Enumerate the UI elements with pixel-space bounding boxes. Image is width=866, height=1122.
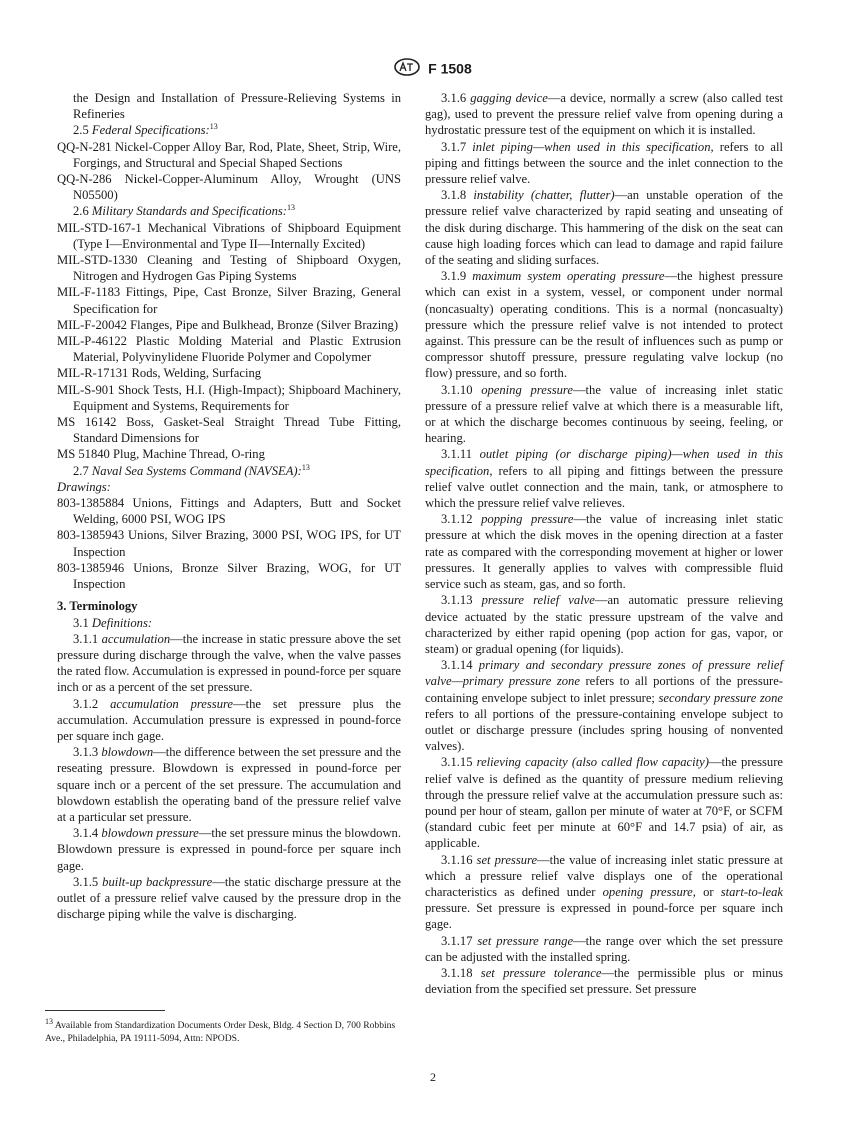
definition-paragraph <box>425 933 783 965</box>
term: blowdown pressure <box>101 826 199 841</box>
term: blowdown <box>101 745 154 760</box>
definition-text: —the value of increasing inlet static pressure at which a pressure relief valve displays one of the operational characteristics as defined under <box>425 852 783 899</box>
page-header <box>0 58 866 79</box>
clause-number: MIL-STD-167-1 Mechanical Vibrations of Shipboard Equipment (Type I—Environmental and Type II—Internally Excited) <box>57 220 401 251</box>
footnote-ref: 13 <box>301 462 310 472</box>
reference-continuation <box>57 90 401 122</box>
term: accumulation <box>101 631 171 646</box>
clause-number: 3.1.3 <box>73 745 102 760</box>
clause-number: 3.1 <box>73 615 92 630</box>
clause-number: 2.6 <box>73 204 92 219</box>
clause-number: 3.1.17 <box>441 933 478 948</box>
term: Definitions: <box>91 615 153 630</box>
clause-number: MIL-F-1183 Fittings, Pipe, Cast Bronze, Silver Brazing, General Specification for <box>57 285 401 316</box>
astm-logo-icon <box>394 58 420 79</box>
clause-number: 3.1.16 <box>441 852 477 867</box>
footnote <box>45 1016 405 1045</box>
definition-text: —a device, normally a screw (also called test gag), used to prevent the pressure relief valve from opening during a hydrostatic pressure test of the equipment on which it is installed. <box>425 91 783 138</box>
definition-text: —the highest pressure which can exist in a system, vessel, or component under normal (noncasualty) operating conditions. This is a normal (noncasualty) pressure which the pressure relief valve is not intended to protect against. This pressure can be the result of influences such as pump or compressor shutoff pressure, pressure regulating valve lockup (no flow) pressure, and so forth. <box>425 269 783 381</box>
term: start-to-leak <box>720 884 783 899</box>
definition-paragraph <box>425 382 783 447</box>
reference-item <box>57 252 401 284</box>
definition-text: or <box>695 884 721 899</box>
clause-number: 3.1.1 <box>73 631 102 646</box>
footnote-text: Available from Standardization Documents Order Desk, Bldg. 4 Section D, 700 Robbins Ave., Philadelphia, PA 19111-5094, Attn: NPODS. <box>45 1020 396 1044</box>
definition-paragraph <box>57 825 401 874</box>
definition-text: —the set pressure minus the blowdown. Blowdown pressure is expressed in pound-force per square inch gage. <box>57 826 401 873</box>
clause-number: 3.1.2 <box>73 696 111 711</box>
footnote-divider <box>45 1010 165 1011</box>
definition-text: —the permissible plus or minus deviation from the specified set pressure. Set pressure <box>425 965 783 997</box>
definition-text: —the static discharge pressure at the outlet of a pressure relief valve caused by the pressure drop in the discharge piping while the valve is discharging. <box>57 874 402 922</box>
clause-number: 3.1.10 <box>441 382 482 397</box>
term: Military Standards and Specifications: <box>91 204 287 219</box>
clause-number: MS 16142 Boss, Gasket-Seal Straight Thread Tube Fitting, Standard Dimensions for <box>57 415 401 446</box>
reference-item <box>57 171 401 203</box>
section-heading <box>57 203 401 219</box>
clause-number: 3.1.5 <box>73 874 103 889</box>
definition-text: refers to all portions of the pressure-containing envelope subject to inlet pressure; <box>425 674 783 705</box>
definition-paragraph <box>57 631 401 696</box>
clause-number: MIL-S-901 Shock Tests, H.I. (High-Impact); Shipboard Machinery, Equipment and Systems, Requirements for <box>57 382 401 413</box>
clause-number: MS 51840 Plug, Machine Thread, O-ring <box>57 447 265 462</box>
clause-number: QQ-N-286 Nickel-Copper-Aluminum Alloy, Wrought (UNS N05500) <box>57 172 401 203</box>
clause-number: MIL-R-17131 Rods, Welding, Surfacing <box>57 366 262 381</box>
footnote-mark: 13 <box>45 1016 53 1026</box>
definition-text: —the difference between the set pressure and the reseating pressure. Blowdown is expressed in pound-force per square inch or a percent of the set pressure. The accumulation and blowdown establish the operating band of the pressure relief valve at a particular set pressure. <box>57 745 401 824</box>
clause-number: MIL-STD-1330 Cleaning and Testing of Shipboard Oxygen, Nitrogen and Hydrogen Gas Piping Systems <box>57 253 401 284</box>
definition-text: refers to all portions of the pressure-containing envelope subject to outlet or discharge pressure (includes spring housing of nonvented valves). <box>425 706 783 754</box>
clause-number: 2.5 <box>73 123 92 138</box>
definition-paragraph <box>425 511 783 592</box>
reference-item <box>57 220 401 252</box>
clause-number: 3.1.11 <box>441 447 480 462</box>
definition-paragraph <box>425 592 783 657</box>
term: set pressure range <box>477 933 574 948</box>
subheading <box>57 479 401 495</box>
term: maximum system operating pressure <box>472 269 665 284</box>
clause-number: the Design and Installation of Pressure-Relieving Systems in Refineries <box>73 91 401 122</box>
footnote-ref: 13 <box>209 122 218 132</box>
reference-item <box>57 414 401 446</box>
clause-number: 803-1385943 Unions, Silver Brazing, 3000 PSI, WOG IPS, for UT Inspection <box>57 528 401 559</box>
definition-text: —the set pressure plus the accumulation. Accumulation pressure is expressed in pound-force per square inch gage. <box>57 696 401 743</box>
definition-text: —an automatic pressure relieving device actuated by the static pressure upstream of the valve and characterized by either rapid opening (pop action for gas, vapor, or steam) or gradual opening (for liquids). <box>425 593 783 656</box>
section-title <box>57 598 401 614</box>
clause-number: 3.1.6 <box>441 91 471 105</box>
definition-text: —the increase in static pressure above the set pressure during discharge through the valve, when the valve passes the rated flow. Accumulation is expressed in pound-force per square inch or as a percent of the set pressure. <box>57 631 401 695</box>
term: set pressure tolerance <box>480 965 602 980</box>
definition-text: pressure. Set pressure is expressed in pound-force per square inch gage. <box>425 901 783 932</box>
term: opening pressure, <box>602 884 696 899</box>
clause-number: 3.1.9 <box>441 269 473 284</box>
clause-number: 803-1385946 Unions, Bronze Silver Brazing, WOG, for UT Inspection <box>57 560 401 592</box>
term: pressure relief valve <box>481 593 595 608</box>
reference-item <box>57 333 401 365</box>
reference-item <box>57 317 401 333</box>
term: gagging device <box>470 91 548 105</box>
definition-paragraph <box>425 965 783 997</box>
definition-paragraph <box>425 657 783 754</box>
clause-number: 803-1385884 Unions, Fittings and Adapters, Butt and Socket Welding, 6000 PSI, WOG IPS <box>57 496 401 527</box>
definition-paragraph <box>57 696 401 745</box>
definition-paragraph <box>425 852 783 933</box>
term: Federal Specifications: <box>91 123 210 138</box>
definition-paragraph <box>57 874 401 923</box>
footnote-ref: 13 <box>286 203 295 213</box>
clause-number: MIL-P-46122 Plastic Molding Material and Plastic Extrusion Material, Polyvinylidene Fluoride Polymer and Copolymer <box>57 334 401 365</box>
reference-item <box>57 495 401 527</box>
clause-number: 3.1.8 <box>441 188 474 203</box>
definition-text: —the value of increasing inlet static pressure at which the disk moves in the opening direction at a faster rate as compared with the corresponding movement at higher or lower pressures. It generally applies to valves with compressible fluid service such as steam, gas, and so forth. <box>425 512 783 592</box>
reference-item <box>57 527 401 559</box>
definition-paragraph <box>425 446 783 511</box>
definition-paragraph <box>425 754 783 851</box>
definition-text: —the pressure relief valve is defined as the quantity of pressure medium relieving through the pressure relief valve at the accumulation pressure such as: pound per hour of steam, gallon per minute of water at 70°F, or SCFM (standard cubic feet per minute at 60°F and 14.7 psia) of air, as applicable. <box>425 755 784 851</box>
term: relieving capacity (also called flow capacity) <box>476 755 709 770</box>
term: secondary pressure zone <box>658 690 783 705</box>
definition-text: refers to all piping and fittings between the pressure relief valve outlet connection and the main, tank, or atmosphere to which the pressure relief valve relieves. <box>425 463 783 511</box>
clause-number: 2.7 <box>73 463 92 478</box>
reference-item <box>57 284 401 316</box>
clause-number: 3.1.14 <box>441 658 479 673</box>
term: built-up backpressure <box>102 874 213 889</box>
clause-number: 3.1.15 <box>441 755 477 770</box>
term: instability (chatter, flutter) <box>473 188 615 203</box>
term: set pressure <box>476 852 538 867</box>
reference-item <box>57 560 401 592</box>
clause-number: QQ-N-281 Nickel-Copper Alloy Bar, Rod, Plate, Sheet, Strip, Wire, Forgings, and Structural and Special Shaped Sections <box>57 139 401 170</box>
term: Drawings: <box>57 479 111 494</box>
section-heading <box>57 463 401 479</box>
clause-number: 3. Terminology <box>57 599 138 614</box>
standard-designation: F 1508 <box>428 60 472 77</box>
term: inlet piping—when used in this specification, <box>472 139 714 154</box>
left-column <box>57 90 401 922</box>
definition-paragraph <box>425 90 783 139</box>
reference-item <box>57 446 401 462</box>
clause-number: 3.1.12 <box>441 512 482 527</box>
term: popping pressure <box>481 512 574 527</box>
definition-text: —the range over which the set pressure can be adjusted with the installed spring. <box>425 933 783 964</box>
term: primary and secondary pressure zones of pressure relief valve—primary pressure zone <box>425 658 783 689</box>
section-heading <box>57 122 401 138</box>
definition-paragraph <box>425 187 783 268</box>
definition-text: —the value of increasing inlet static pressure of a pressure relief valve at which there is a measurable lift, or at which the discharge becomes continuous by seeing, feeling, or hearing. <box>425 382 783 446</box>
clause-number: 3.1.4 <box>73 826 102 841</box>
reference-item <box>57 139 401 171</box>
term: Naval Sea Systems Command (NAVSEA): <box>91 463 302 478</box>
term: opening pressure <box>481 382 573 397</box>
term: outlet piping (or discharge piping)—when used in this specification, <box>425 447 784 478</box>
definition-paragraph <box>57 744 401 825</box>
clause-number: 3.1.7 <box>441 139 473 154</box>
clause-number: MIL-F-20042 Flanges, Pipe and Bulkhead, Bronze (Silver Brazing) <box>57 317 399 332</box>
clause-number: 3.1.18 <box>441 965 481 980</box>
section-heading <box>57 615 401 631</box>
clause-number: 3.1.13 <box>441 593 482 608</box>
definition-text: refers to all piping and fittings between the source and the inlet connection to the pressure relief valve. <box>425 139 783 187</box>
term: accumulation pressure <box>110 696 234 711</box>
reference-item <box>57 365 401 381</box>
page-number: 2 <box>430 1070 436 1084</box>
definition-paragraph <box>425 139 783 188</box>
right-column <box>425 90 783 997</box>
reference-item <box>57 382 401 414</box>
definition-paragraph <box>425 268 783 381</box>
definition-text: —an unstable operation of the pressure relief valve characterized by rapid seating and unseating of the disk during discharge. This hammering of the disk on the seat can cause high loading forces which can lead to damage and rapid failure of the seating and sliding surfaces. <box>425 188 783 268</box>
